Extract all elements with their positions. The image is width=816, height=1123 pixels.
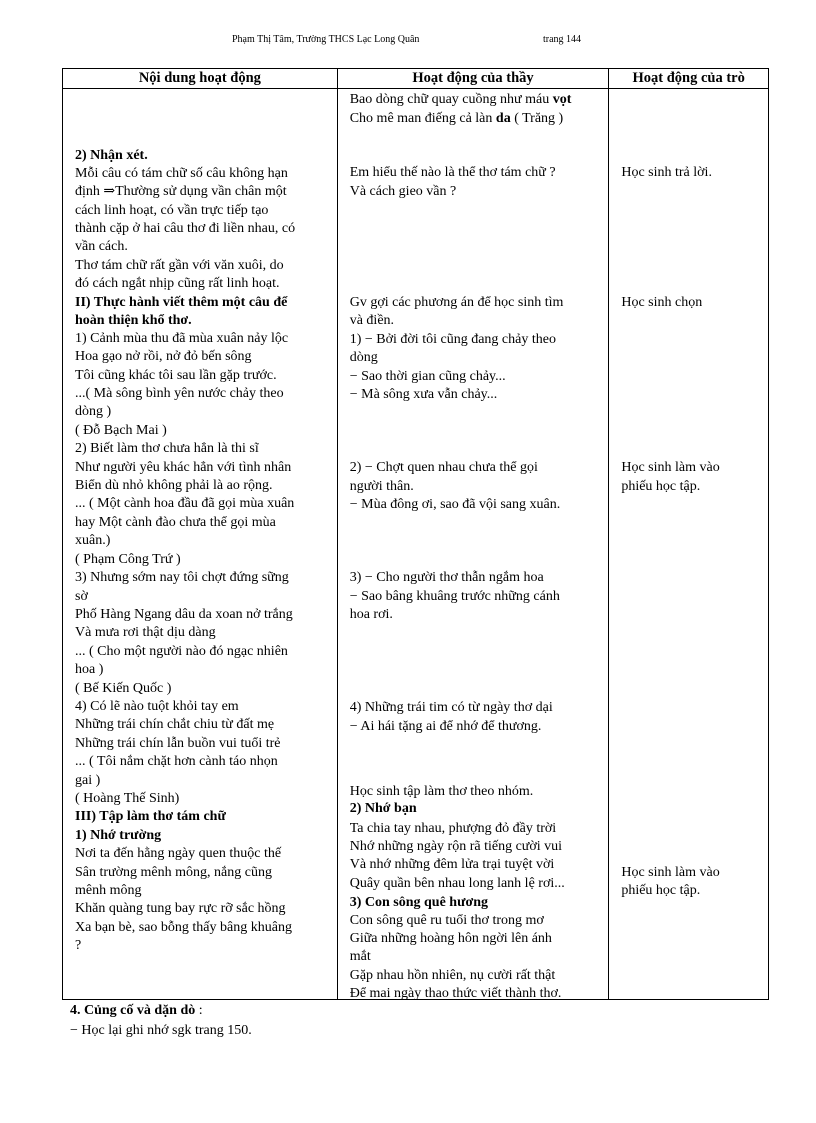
c2-line: hoa rơi. <box>349 607 393 622</box>
teacher-column <box>337 89 609 1000</box>
c1-line: đó cách ngắt nhịp cũng rất linh hoạt. <box>75 276 280 291</box>
c2-line: 4) Những trái tim có từ ngày thơ dại <box>349 700 553 715</box>
c2-line: 2) − Chợt quen nhau chưa thể gọi <box>349 460 538 475</box>
c1-line: định ⇒Thường sử dụng vần chân một <box>75 184 287 199</box>
footer-heading-suffix: : <box>195 1003 203 1018</box>
c2-line: Và nhớ những đêm lửa trại tuyệt vời <box>349 857 555 872</box>
c1-line: ... ( Tôi nắm chặt hơn cành táo nhọn <box>75 754 278 769</box>
c1-line: dòng ) <box>75 404 112 419</box>
c2-line: Nhớ những ngày rộn rã tiếng cười vui <box>349 839 563 854</box>
c1-line: Nơi ta đến hằng ngày quen thuộc thế <box>75 846 282 861</box>
c1-line: 1) Cảnh mùa thu đã mùa xuân nảy lộc <box>75 331 289 346</box>
student-column <box>609 89 769 1000</box>
c1-line: ( Phạm Công Trứ ) <box>75 552 181 567</box>
c2-line: dòng <box>349 350 378 365</box>
c2-line: Gv gợi các phương án để học sinh tìm <box>349 295 564 310</box>
c2-line: và điền. <box>349 313 395 328</box>
c2-line: Ta chia tay nhau, phượng đỏ đầy trời <box>349 821 557 836</box>
c1-line: ( Hoàng Thế Sinh) <box>75 791 180 806</box>
c1-line: 2) Biết làm thơ chưa hẳn là thi sĩ <box>75 441 259 456</box>
header-student: Hoạt động của trò <box>609 69 769 89</box>
c1-line: ... ( Cho một người nào đó ngạc nhiên <box>75 644 288 659</box>
c1-line: vần cách. <box>75 239 128 254</box>
c2-line: 3) Con sông quê hương <box>349 895 489 910</box>
c1-line: hay Một cành đào chưa thể gọi mùa <box>75 515 276 530</box>
c2-line: mắt <box>349 949 371 964</box>
c2-line: − Mùa đông ơi, sao đã vội sang xuân. <box>349 497 561 512</box>
footer-heading-text: 4. Củng cố và dặn dò <box>70 1003 196 1018</box>
c1-line: hoàn thiện khổ thơ. <box>75 313 192 328</box>
c2-line: Con sông quê ru tuổi thơ trong mơ <box>349 913 544 928</box>
c1-line: Những trái chín lẫn buồn vui tuổi trẻ <box>75 736 281 751</box>
c1-line: Xa bạn bè, sao bỗng thấy bâng khuâng <box>75 920 292 935</box>
page-number: trang 144 <box>543 34 582 45</box>
c1-line: ... ( Một cành hoa đầu đã gọi mùa xuân <box>75 496 295 511</box>
c1-line: sờ <box>75 589 88 604</box>
c1-line: II) Thực hành viết thêm một câu để <box>75 295 288 310</box>
c1-line: Khăn quàng tung bay rực rỡ sắc hồng <box>75 901 286 916</box>
c2-line: 2) Nhớ bạn <box>349 801 417 816</box>
c1-line: hoa ) <box>75 662 104 677</box>
table-header-row <box>63 69 769 89</box>
c1-line: 2) Nhận xét. <box>75 148 148 163</box>
c2-line: Bao dòng chữ quay cuồng như máu vọt <box>349 92 572 107</box>
c1-line: 1) Nhớ trường <box>75 828 162 843</box>
c1-line: Hoa gạo nở rồi, nở đỏ bến sông <box>75 349 252 364</box>
c2-line: Gặp nhau hồn nhiên, nụ cười rất thật <box>349 968 556 983</box>
c1-line: Mỗi câu có tám chữ số câu không hạn <box>75 166 288 181</box>
c1-line: Như người yêu khác hẳn với tình nhân <box>75 460 292 475</box>
c2-line: − Sao bâng khuâng trước những cánh <box>349 589 560 604</box>
c1-line: gai ) <box>75 773 101 788</box>
c1-line: 3) Nhưng sớm nay tôi chợt đứng sững <box>75 570 289 585</box>
c1-line: ( Bế Kiến Quốc ) <box>75 681 172 696</box>
c1-line: Phố Hàng Ngang dâu da xoan nở trắng <box>75 607 293 622</box>
page-header-author: Phạm Thị Tâm, Trường THCS Lạc Long Quân <box>232 34 420 45</box>
c1-line: ...( Mà sông bình yên nước chảy theo <box>75 386 284 401</box>
c1-line: Thơ tám chữ rất gần với văn xuôi, do <box>75 258 284 273</box>
c2-line: Và cách gieo vần ? <box>349 184 457 199</box>
header-teacher: Hoạt động của thầy <box>337 69 609 89</box>
content-column <box>63 89 338 1000</box>
c2-line: Học sinh tập làm thơ theo nhóm. <box>349 784 534 799</box>
table-body-row <box>63 89 769 1000</box>
c2-line: Giữa những hoàng hôn ngời lên ánh <box>349 931 552 946</box>
c3-line: Học sinh làm vào <box>621 460 720 475</box>
c2-line: Để mai ngày thao thức viết thành thơ. <box>349 986 562 1001</box>
c3-line: Học sinh làm vào <box>621 865 720 880</box>
c1-line: Và mưa rơi thật dịu dàng <box>75 625 216 640</box>
c2-line: − Ai hái tặng ai để nhớ để thương. <box>349 719 542 734</box>
lesson-table <box>62 68 769 1000</box>
c3-line: phiếu học tập. <box>621 479 701 494</box>
c1-line: ? <box>75 938 82 953</box>
c1-line: Biển dù nhỏ không phải là ao rộng. <box>75 478 273 493</box>
c3-line: phiếu học tập. <box>621 883 701 898</box>
footer-line: − Học lại ghi nhớ sgk trang 150. <box>70 1023 252 1038</box>
c2-line: − Mà sông xưa vẫn chảy... <box>349 387 498 402</box>
c1-line: xuân.) <box>75 533 111 548</box>
c1-line: 4) Có lẽ nào tuột khỏi tay em <box>75 699 239 714</box>
c1-line: mênh mông <box>75 883 142 898</box>
c2-line: Em hiểu thế nào là thể thơ tám chữ ? <box>349 165 556 180</box>
c3-line: Học sinh chọn <box>621 295 703 310</box>
c1-line: Những trái chín chắt chiu từ đất mẹ <box>75 717 275 732</box>
c1-line: III) Tập làm thơ tám chữ <box>75 809 226 824</box>
footer-heading <box>70 1003 203 1019</box>
c2-line: Quây quần bên nhau long lanh lệ rơi... <box>349 876 565 891</box>
c2-line: Cho mê man điếng cả làn da ( Trăng ) <box>349 111 564 126</box>
header-content: Nội dung hoạt động <box>63 69 338 89</box>
c2-line: người thân. <box>349 479 414 494</box>
c1-line: Tôi cũng khác tôi sau lần gặp trước. <box>75 368 277 383</box>
c2-line: 3) − Cho người thơ thẫn ngắm hoa <box>349 570 544 585</box>
c1-line: cách linh hoạt, có vần trực tiếp tạo <box>75 203 269 218</box>
c2-line: 1) − Bởi đời tôi cũng đang chảy theo <box>349 332 556 347</box>
c1-line: ( Đỗ Bạch Mai ) <box>75 423 167 438</box>
c1-line: thành cặp ở hai câu thơ đi liền nhau, có <box>75 221 296 236</box>
c2-line: − Sao thời gian cũng chảy... <box>349 369 506 384</box>
c1-line: Sân trường mênh mông, nắng cũng <box>75 865 272 880</box>
c3-line: Học sinh trả lời. <box>621 165 712 180</box>
